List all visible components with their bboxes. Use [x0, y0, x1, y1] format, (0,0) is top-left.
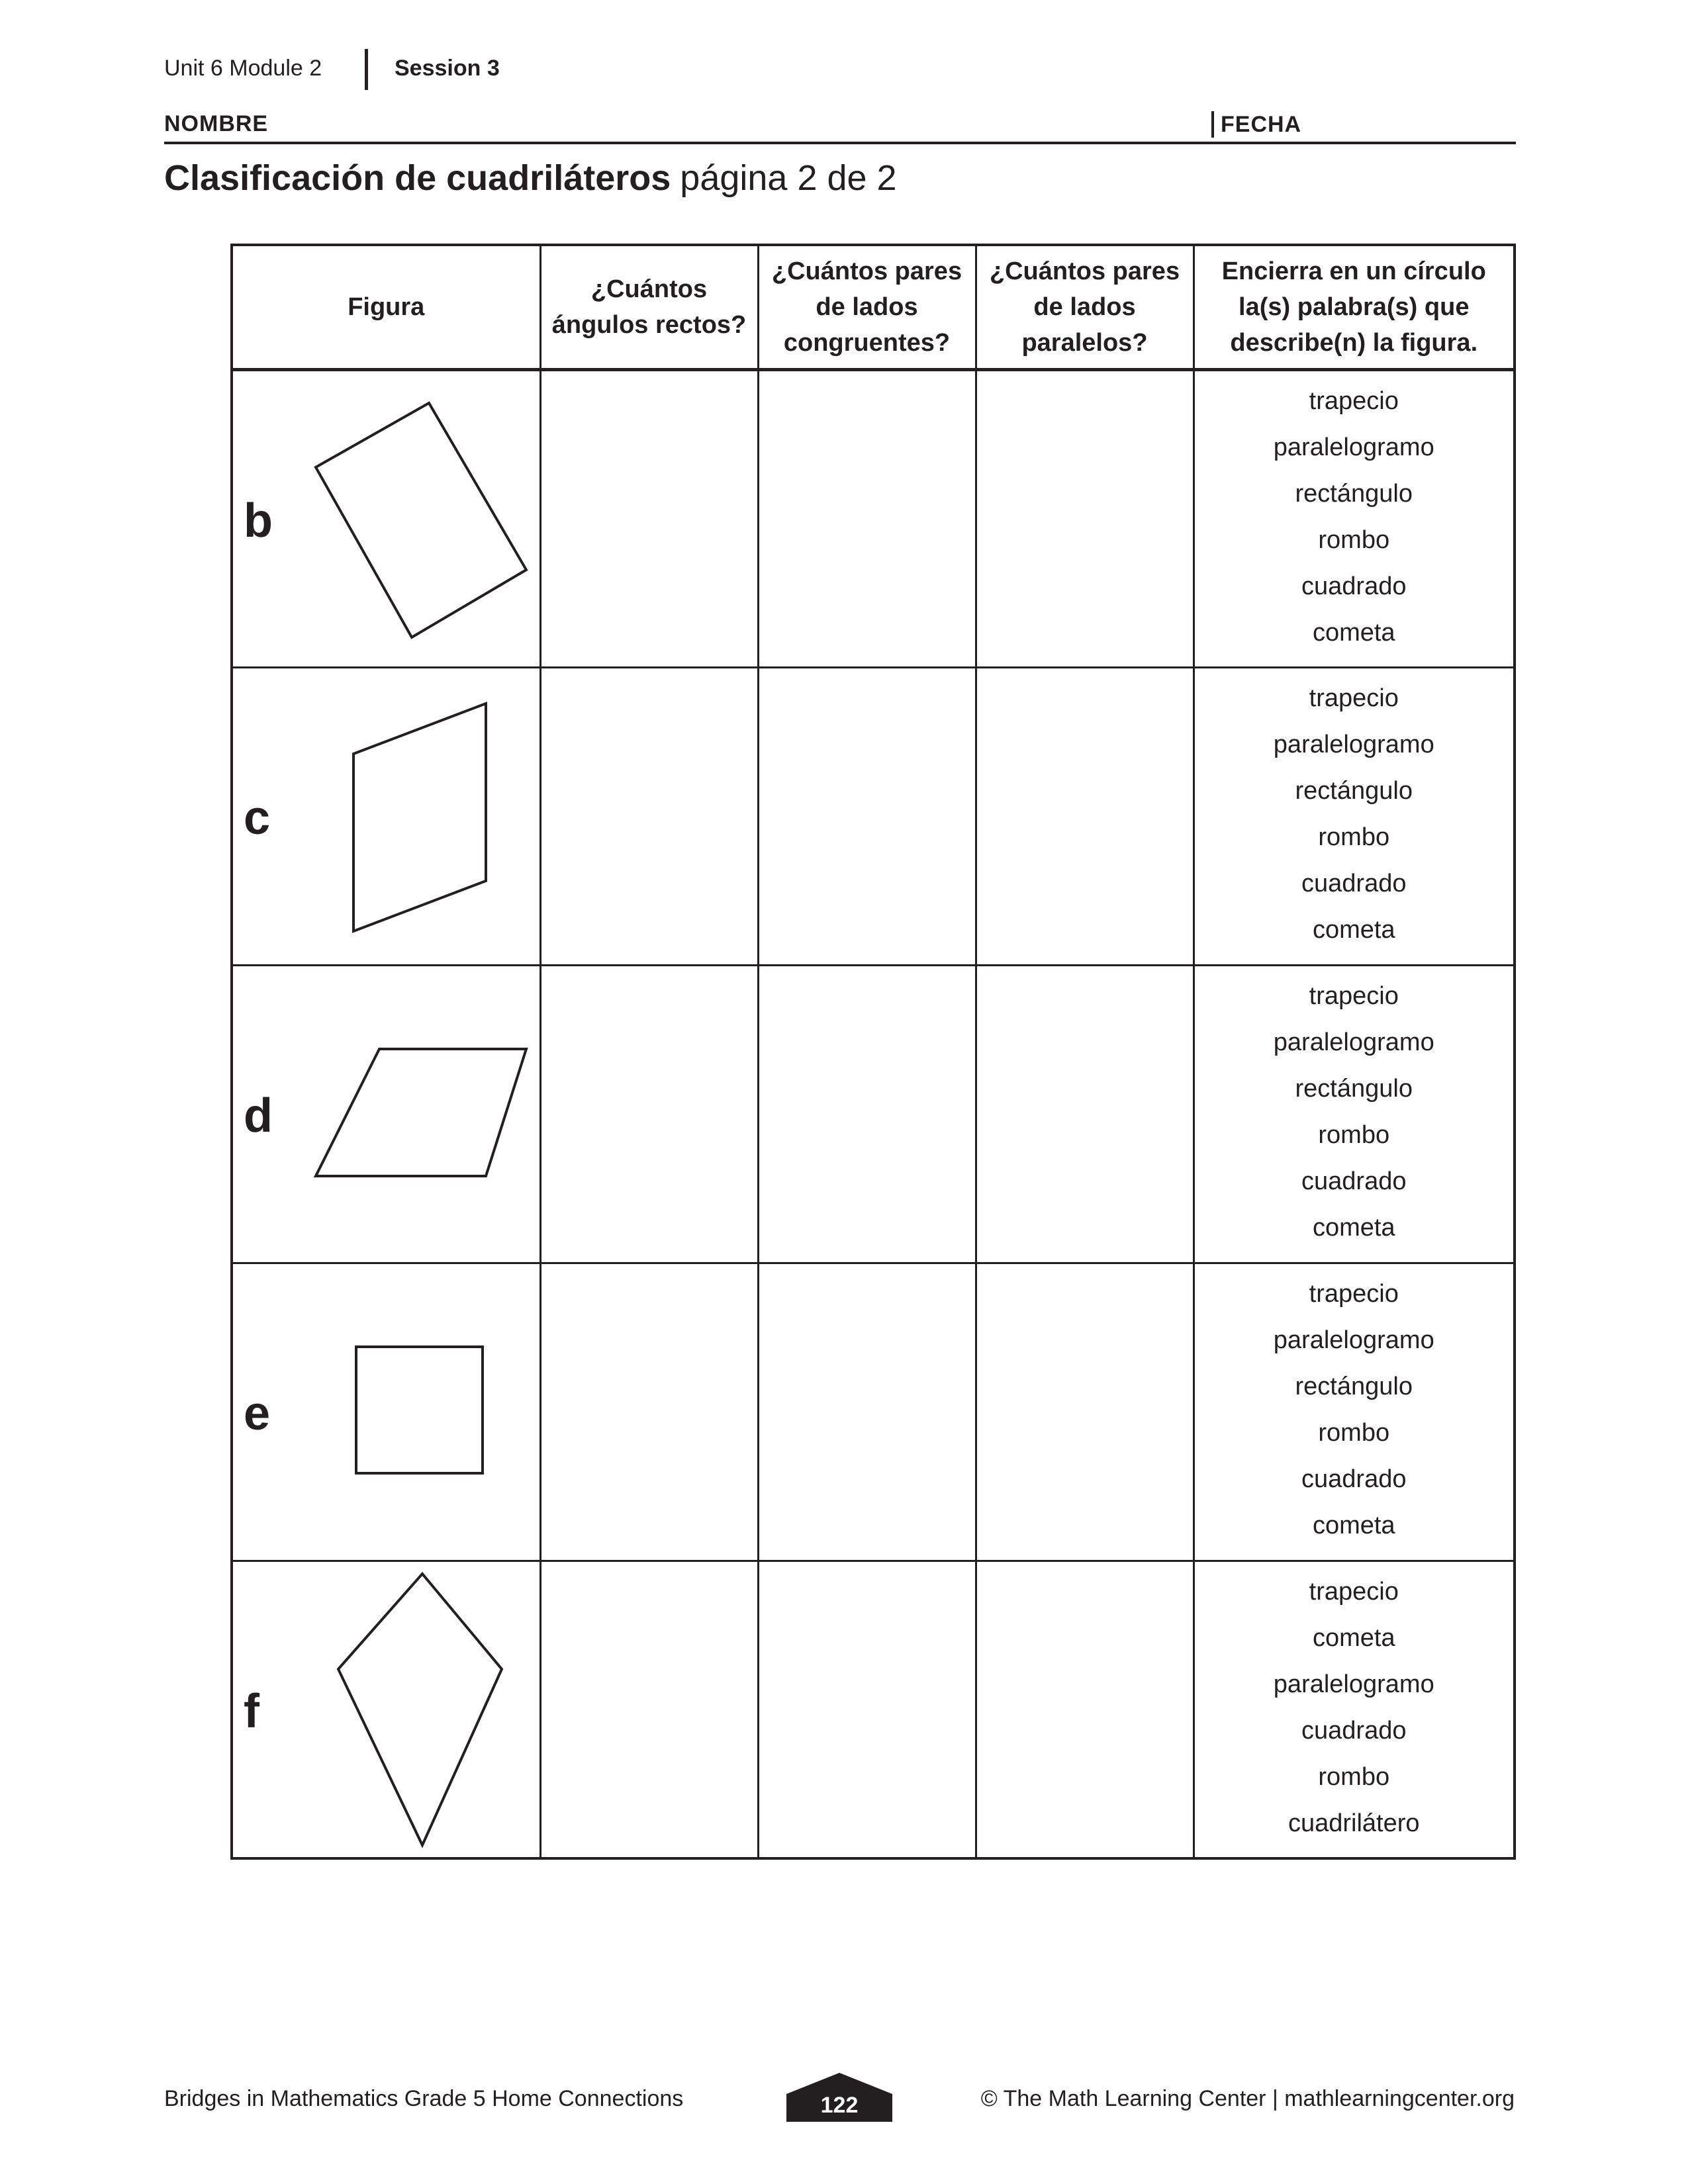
right-angles-answer[interactable] [540, 1263, 758, 1561]
word-option[interactable]: paralelogramo [1273, 1326, 1434, 1354]
figure-cell [232, 667, 540, 965]
table-row [232, 1263, 1515, 1561]
parallel-sides-answer[interactable] [976, 965, 1194, 1263]
figure-letter: e [244, 1387, 271, 1440]
word-option[interactable]: paralelogramo [1273, 730, 1434, 758]
word-option[interactable]: cometa [1312, 1623, 1395, 1652]
parallel-sides-answer[interactable] [976, 1263, 1194, 1561]
word-option[interactable]: cuadrado [1301, 869, 1407, 897]
table-row [232, 965, 1515, 1263]
word-option[interactable]: paralelogramo [1273, 433, 1434, 461]
header-congruent-sides: ¿Cuántos pares de lados congruentes? [758, 245, 976, 369]
table-row [232, 667, 1515, 965]
parallel-sides-answer[interactable] [976, 1561, 1194, 1858]
word-option[interactable]: paralelogramo [1273, 1670, 1434, 1698]
word-option[interactable]: trapecio [1309, 387, 1399, 415]
header-right-angles: ¿Cuántos ángulos rectos? [540, 245, 758, 369]
word-option[interactable]: cometa [1312, 618, 1395, 647]
name-date-row [164, 111, 1516, 144]
classification-table [230, 244, 1516, 1860]
header-parallel-sides: ¿Cuántos pares de lados paralelos? [976, 245, 1194, 369]
table-header-row [232, 245, 1515, 369]
parallel-sides-answer[interactable] [976, 369, 1194, 667]
word-option[interactable]: trapecio [1309, 1279, 1399, 1308]
title-page-indicator: página 2 de 2 [680, 158, 897, 198]
word-option[interactable]: rectángulo [1295, 1074, 1413, 1103]
word-option[interactable]: cometa [1312, 1213, 1395, 1242]
word-option[interactable]: trapecio [1309, 684, 1399, 712]
word-option[interactable]: cuadrado [1301, 1716, 1407, 1745]
congruent-sides-answer[interactable] [758, 965, 976, 1263]
word-choices [1194, 1263, 1515, 1561]
word-option[interactable]: cometa [1312, 1511, 1395, 1539]
word-option[interactable]: rombo [1318, 525, 1390, 554]
right-angles-answer[interactable] [540, 1561, 758, 1858]
word-option[interactable]: cuadrado [1301, 1465, 1407, 1493]
parallelogram-upright-icon [233, 668, 541, 966]
figure-letter: c [244, 791, 271, 844]
tilted-rectangle-icon [233, 371, 541, 669]
congruent-sides-answer[interactable] [758, 667, 976, 965]
word-choices [1194, 667, 1515, 965]
kite-icon [233, 1562, 541, 1860]
word-choices [1194, 965, 1515, 1263]
parallel-sides-answer[interactable] [976, 667, 1194, 965]
figure-cell [232, 369, 540, 667]
header-divider [365, 49, 368, 90]
title-main: Clasificación de cuadriláteros [164, 158, 671, 198]
congruent-sides-answer[interactable] [758, 1263, 976, 1561]
figure-cell [232, 965, 540, 1263]
table-row [232, 369, 1515, 667]
word-option[interactable]: rectángulo [1295, 479, 1413, 508]
figure-letter: f [244, 1684, 259, 1738]
right-angles-answer[interactable] [540, 965, 758, 1263]
footer-publication: Bridges in Mathematics Grade 5 Home Connections [164, 2086, 684, 2111]
word-option[interactable]: rombo [1318, 1762, 1390, 1791]
footer-copyright: © The Math Learning Center | mathlearningcenter.org [980, 2086, 1515, 2111]
table-row [232, 1561, 1515, 1858]
word-option[interactable]: cuadrado [1301, 1167, 1407, 1195]
word-option[interactable]: trapecio [1309, 1577, 1399, 1606]
figure-letter: b [244, 494, 273, 547]
word-option[interactable]: cuadrado [1301, 572, 1407, 600]
word-choices [1194, 1561, 1515, 1858]
word-option[interactable]: paralelogramo [1273, 1028, 1434, 1056]
congruent-sides-answer[interactable] [758, 369, 976, 667]
parallelogram-slanted-icon [233, 966, 541, 1264]
header-figure: Figura [232, 245, 540, 369]
word-option[interactable]: rombo [1318, 1418, 1390, 1447]
word-option[interactable]: rectángulo [1295, 1372, 1413, 1400]
unit-module-label: Unit 6 Module 2 [164, 56, 322, 81]
word-option[interactable]: cometa [1312, 915, 1395, 944]
page-number: 122 [820, 2093, 859, 2118]
right-angles-answer[interactable] [540, 369, 758, 667]
word-option[interactable]: trapecio [1309, 981, 1399, 1010]
right-angles-answer[interactable] [540, 667, 758, 965]
name-label: NOMBRE [164, 111, 269, 136]
word-option[interactable]: rectángulo [1295, 776, 1413, 805]
figure-cell [232, 1263, 540, 1561]
word-option[interactable]: rombo [1318, 1120, 1390, 1149]
date-label: FECHA [1211, 111, 1301, 138]
square-icon [233, 1264, 541, 1562]
figure-letter: d [244, 1089, 273, 1142]
page-title [164, 158, 897, 199]
word-choices [1194, 369, 1515, 667]
header-circle-words: Encierra en un círculo la(s) palabra(s) que describe(n) la figura. [1194, 245, 1515, 369]
congruent-sides-answer[interactable] [758, 1561, 976, 1858]
word-option[interactable]: cuadrilátero [1288, 1809, 1420, 1837]
word-option[interactable]: rombo [1318, 823, 1390, 851]
session-label: Session 3 [395, 56, 500, 81]
figure-cell [232, 1561, 540, 1858]
